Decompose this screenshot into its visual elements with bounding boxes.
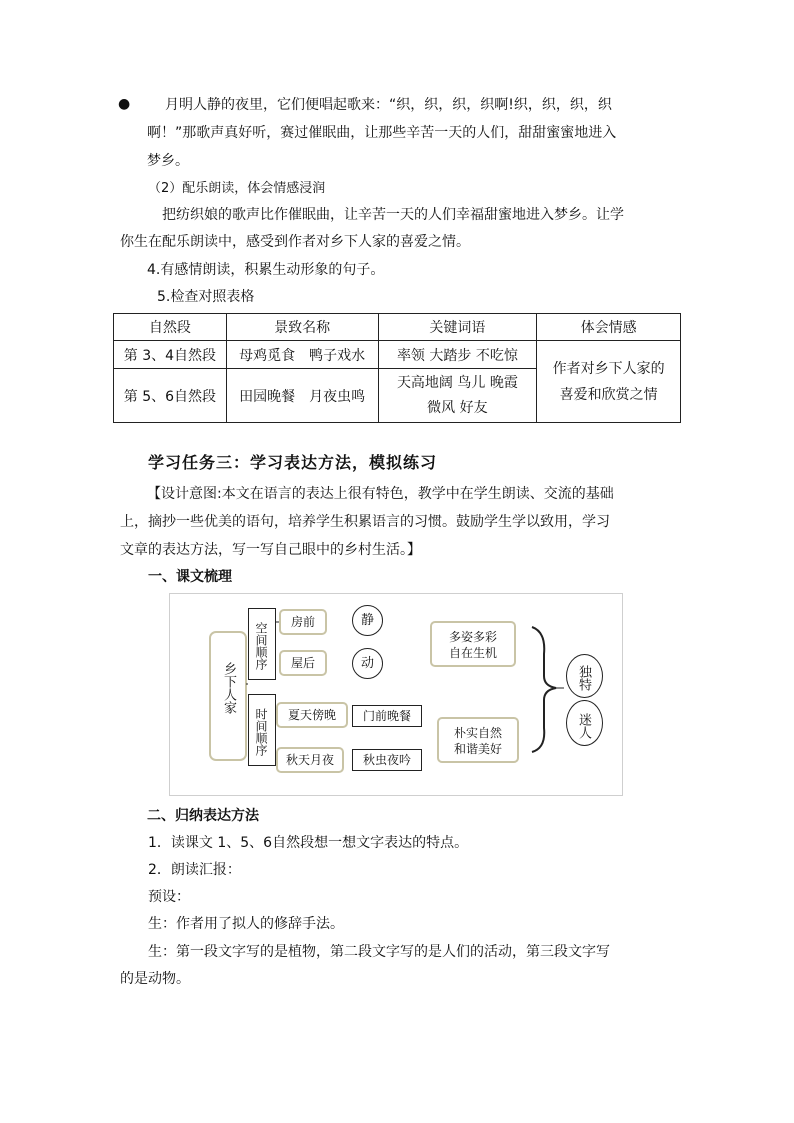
table-cell: 田园晚餐 月夜虫鸣	[226, 369, 378, 423]
still-circle: 静	[352, 605, 383, 636]
summer-box: 夏天傍晚	[276, 702, 348, 728]
simple-box	[437, 717, 519, 763]
para1-line3: 梦乡。	[147, 153, 189, 169]
step2-line2: 你生在配乐朗读中，感受到作者对乡下人家的喜爱之情。	[120, 234, 470, 250]
design-line1: 【设计意图:本文在语言的表达上很有特色，教学中在学生朗读、交流的基础	[147, 486, 614, 502]
table-cell: 母鸡觅食 鸭子戏水	[226, 341, 378, 369]
design-line2: 上，摘抄一些优美的语句，培养学生积累语言的习惯。鼓励学生学以致用，学习	[120, 514, 610, 530]
section1-heading: 一、课文梳理	[148, 569, 232, 585]
para1-line2: 啊！”那歌声真好听，赛过催眠曲，让那些辛苦一天的人们，甜甜蜜蜜地进入	[147, 125, 617, 141]
autumn-box: 秋天月夜	[276, 747, 344, 773]
colorful-line2: 自在生机	[448, 646, 497, 660]
words-line2: 微风 好友	[427, 399, 488, 416]
table-header: 自然段	[114, 314, 227, 341]
insects-box: 秋虫夜吟	[352, 749, 422, 771]
task3-title: 学习任务三：学习表达方法，模拟练习	[148, 453, 438, 472]
table-header: 关键词语	[378, 314, 537, 341]
preset-text: 预设：	[148, 889, 190, 905]
item2-text: 2．朗读汇报：	[148, 862, 241, 878]
design-line3: 文章的表达方法，写一写自己眼中的乡村生活。】	[120, 542, 421, 558]
move-circle: 动	[352, 648, 383, 679]
student-answer-2b: 的是动物。	[120, 971, 190, 987]
step5-text: 5.检查对照表格	[157, 289, 255, 305]
text-structure-diagram	[169, 593, 623, 796]
para1-line1: 月明人静的夜里，它们便唱起歌来：“织，织，织，织啊!织，织，织，织	[165, 97, 612, 113]
front-box: 房前	[279, 609, 327, 635]
table-cell: 率领 大踏步 不吃惊	[378, 341, 537, 369]
back-box: 屋后	[279, 650, 327, 676]
space-order-box: 空间顺序	[248, 608, 276, 680]
item1-text: 1．读课文 1、5、6自然段想一想文字表达的特点。	[148, 835, 469, 851]
emotion-line1: 作者对乡下人家的	[552, 360, 665, 377]
table-cell	[378, 369, 537, 423]
table-cell: 第 5、6自然段	[114, 369, 227, 423]
simple-line2: 和谐美好	[453, 742, 502, 756]
colorful-line1: 多姿多彩	[448, 630, 497, 644]
table-cell-emotion	[537, 341, 681, 423]
table-header: 体会情感	[537, 314, 681, 341]
main-label: 乡下人家	[221, 662, 236, 714]
table-cell: 第 3、4自然段	[114, 341, 227, 369]
bullet-icon: ●	[118, 96, 131, 112]
step4-text: 4.有感情朗读，积累生动形象的句子。	[147, 262, 385, 278]
table-header-row	[114, 314, 681, 341]
unique-circle: 独特	[566, 654, 603, 698]
dinner-box: 门前晚餐	[352, 705, 422, 727]
table-row	[114, 341, 681, 369]
charming-circle: 迷人	[566, 700, 603, 746]
student-answer-1: 生：作者用了拟人的修辞手法。	[148, 916, 344, 932]
comparison-table	[113, 313, 681, 423]
student-answer-2a: 生：第一段文字写的是植物，第二段文字写的是人们的活动，第三段文字写	[148, 944, 610, 960]
colorful-box	[430, 621, 516, 667]
time-order-box: 时间顺序	[248, 694, 276, 766]
bracket-shape	[532, 627, 556, 752]
emotion-line2: 喜爱和欣赏之情	[559, 386, 658, 403]
words-line1: 天高地阔 鸟儿 晚霞	[396, 374, 518, 391]
step2-title: （2）配乐朗读，体会情感浸润	[148, 181, 326, 196]
step2-line1: 把纺织娘的歌声比作催眠曲，让辛苦一天的人们幸福甜蜜地进入梦乡。让学	[162, 207, 624, 223]
simple-line1: 朴实自然	[453, 726, 502, 740]
table-header: 景致名称	[226, 314, 378, 341]
section2-heading: 二、归纳表达方法	[147, 808, 259, 824]
